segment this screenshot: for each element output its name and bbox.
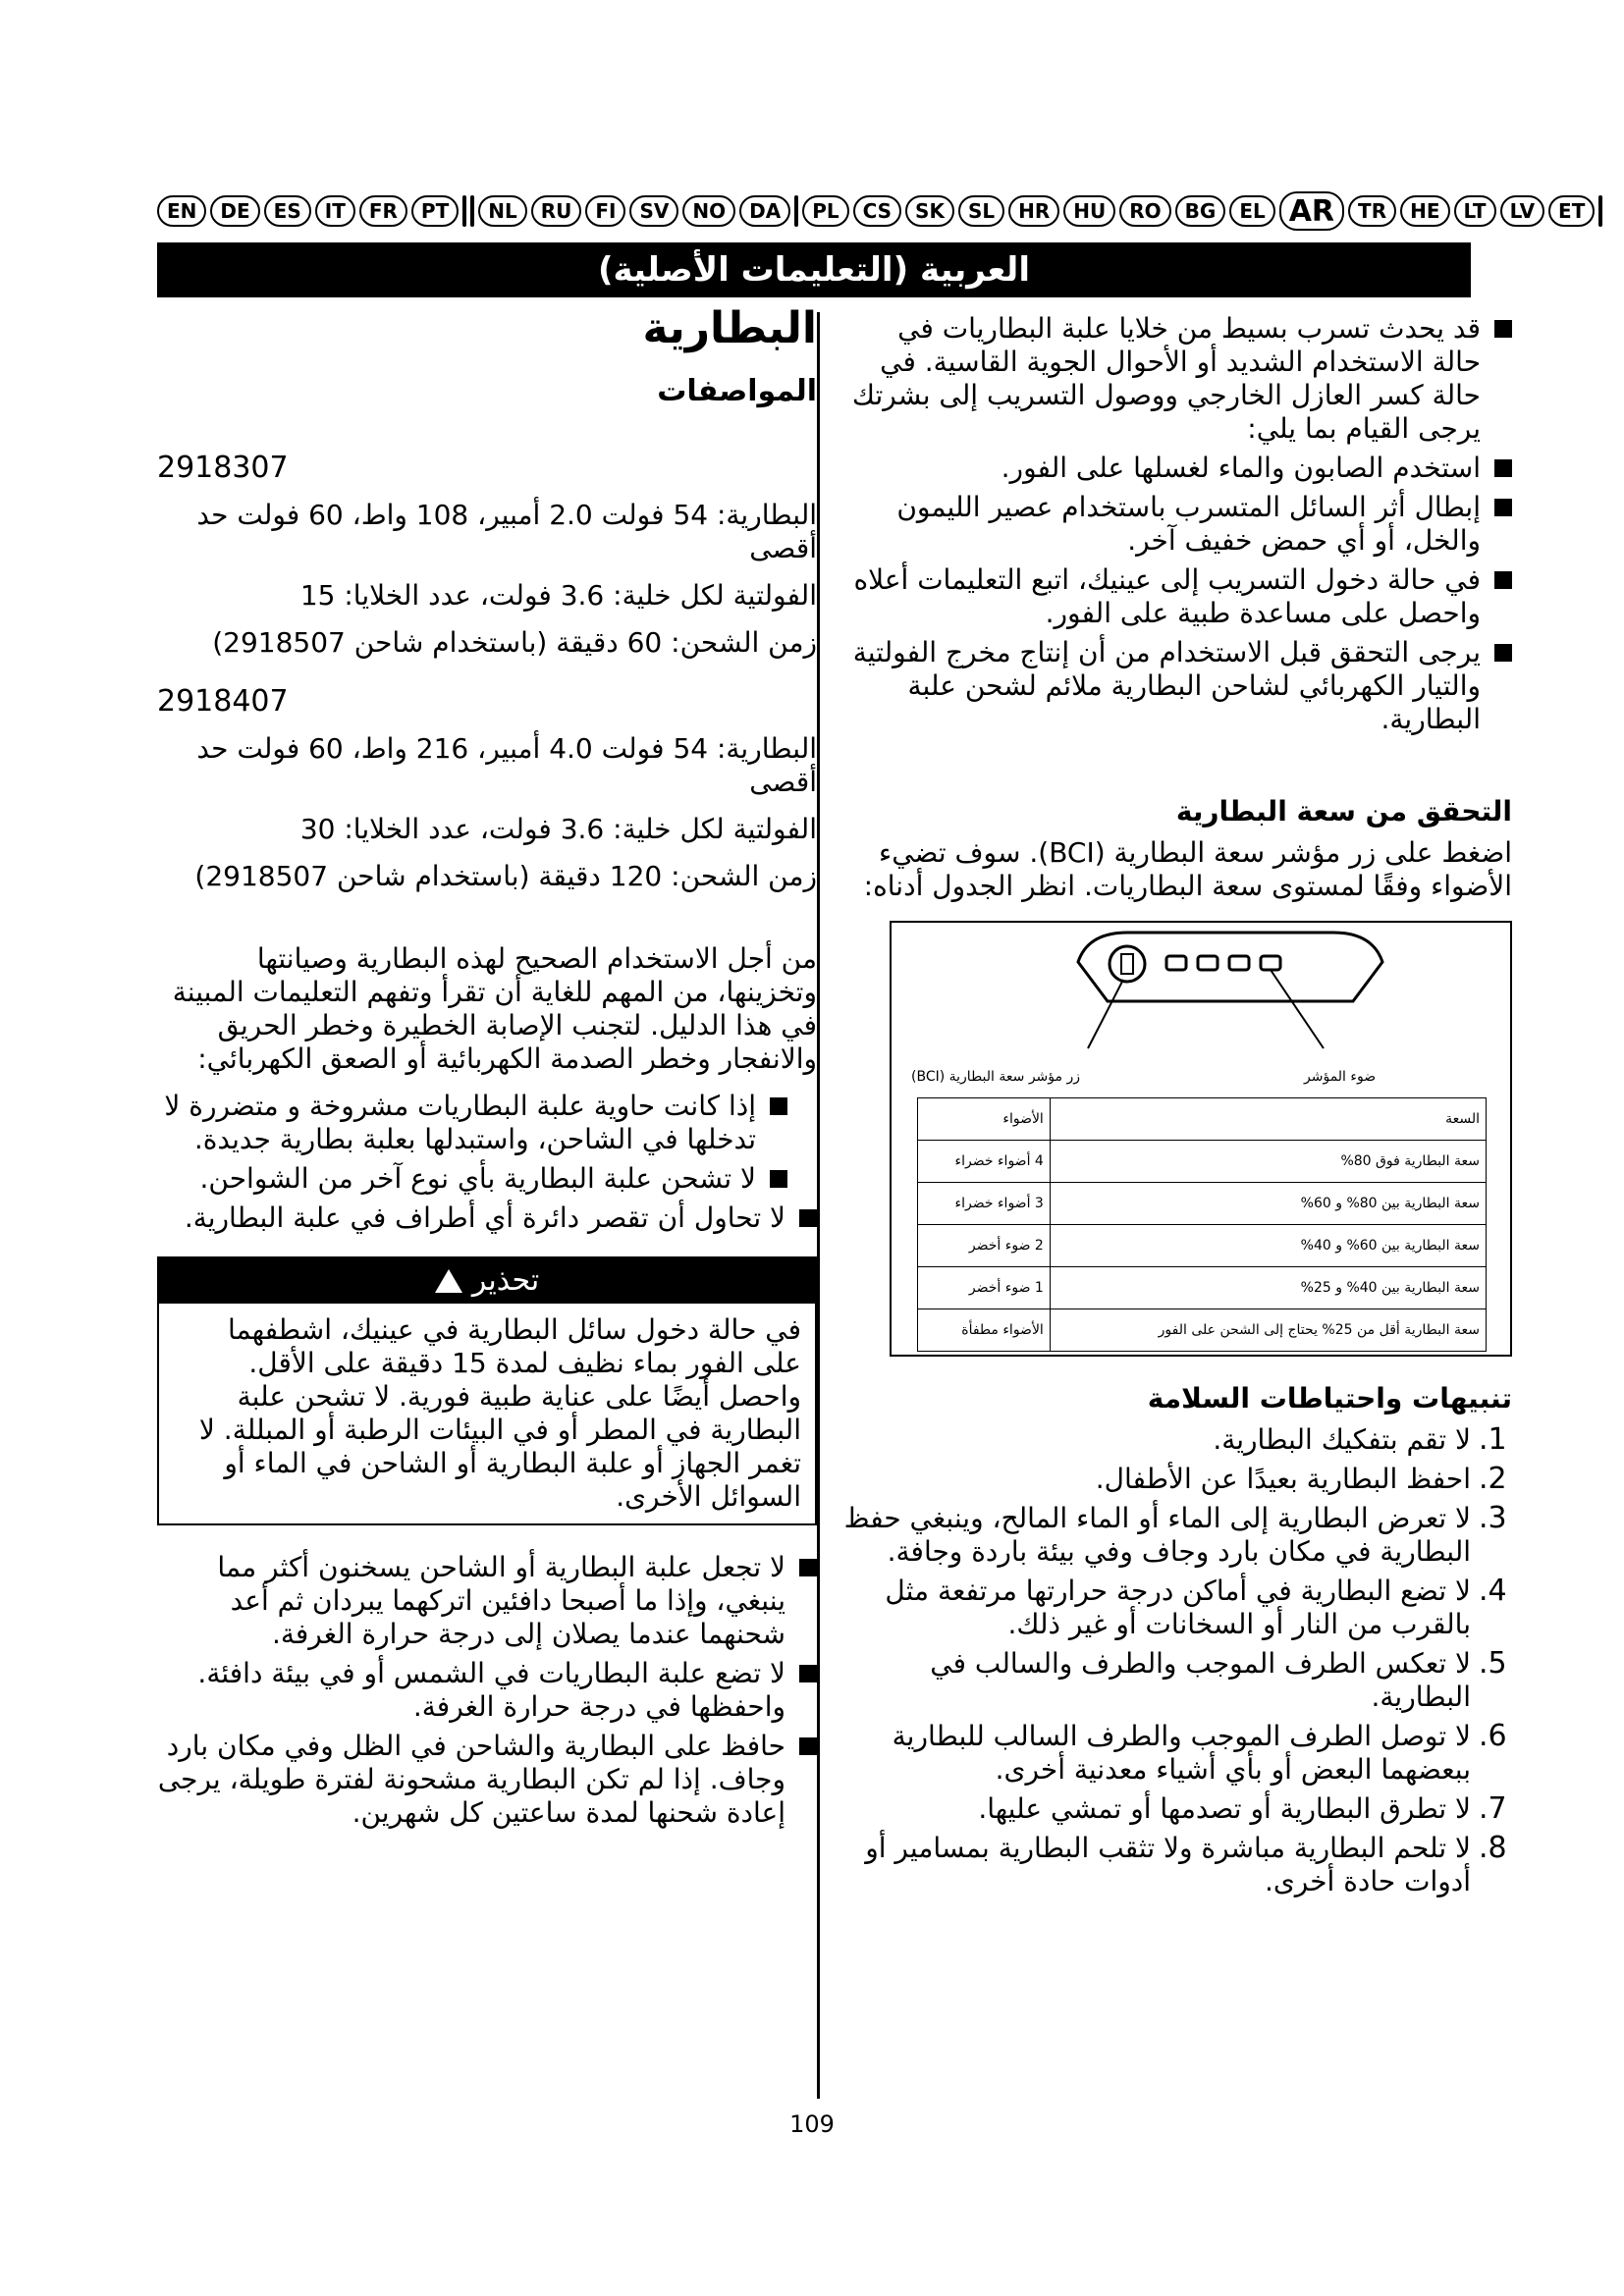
language-et: ET [1548,195,1595,227]
intro-paragraph: من أجل الاستخدام الصحيح لهذه البطارية وصيانتها وتخزينها، من المهم للغاية أن تقرأ وتفهم التعليمات المبينة في هذا الدليل. لتجنب الإصابة الخطيرة وخطر الحريق والانفجار وخطر الصدمة الكهربائية أو الصعق الكهربائي: [172,942,817,1075]
language-tr: TR [1348,195,1396,227]
bullet-icon [1494,320,1512,338]
table-row: سعة البطارية بين 40% و 25% 1 ضوء أخضر [918,1267,1487,1309]
warning-icon [435,1269,462,1293]
bullet-icon [1494,459,1512,477]
table-row: سعة البطارية أقل من 25% يحتاج إلى الشحن على الفور الأضواء مطفأة [918,1309,1487,1352]
warning-box [157,1256,817,1525]
list-item: في حالة دخول التسريب إلى عينيك، اتبع التعليمات أعلاه واحصل على مساعدة طبية على الفور. [842,563,1512,630]
bullet-icon [799,1665,817,1682]
table-header: السعة [1050,1098,1486,1141]
language-fi: FI [585,195,625,227]
language-he: HE [1400,195,1449,227]
bci-diagram [890,921,1512,1357]
list-item: يرجى التحقق قبل الاستخدام من أن إنتاج مخرج الفولتية والتيار الكهربائي لشاحن البطارية ملائم لشحن علبة البطارية. [842,636,1512,736]
language-cs: CS [853,195,901,227]
specs-heading: المواصفات [657,374,817,408]
list-item: إذا كانت حاوية علبة البطاريات مشروخة و متضررة لا تدخلها في الشاحن، واستبدلها بعلبة بطارية جديدة. [157,1090,787,1156]
language-nl: NL [478,195,526,227]
indicator-light-label: ضوء المؤشر [1304,1069,1377,1085]
language-el: EL [1229,195,1274,227]
language-bg: BG [1175,195,1226,227]
right-column [842,312,1512,1904]
bullet-icon [799,1737,817,1755]
list-item: حافظ على البطارية والشاحن في الظل وفي مكان بارد وجاف. إذا لم تكن البطارية مشحونة لفترة طويلة، يرجى إعادة شحنها لمدة ساعتين كل شهرين. [157,1730,817,1830]
bci-text: اضغط على زر مؤشر سعة البطارية (BCI). سوف تضيء الأضواء وفقًا لمستوى سعة البطاريات. انظر الجدول أدناه: [863,836,1512,902]
page-title: البطارية [642,303,817,353]
list-item: .8 لا تلحم البطارية مباشرة ولا تثقب البطارية بمسامير أو أدوات حادة أخرى. [865,1831,1507,1897]
spec-line: زمن الشحن: 120 دقيقة (باستخدام شاحن 2918507) [194,860,817,892]
bullet-icon [1494,644,1512,662]
bullet-icon [799,1559,817,1576]
spec-line: البطارية: 54 فولت 4.0 أمبير، 216 واط، 60 فولت حد أقصى [196,732,817,798]
bci-table [917,1097,1487,1352]
language-sk: SK [905,195,954,227]
table-row: سعة البطارية بين 60% و 40% 2 ضوء أخضر [918,1225,1487,1267]
language-sv: SV [629,195,678,227]
language-hr: HR [1008,195,1059,227]
bullet-icon [770,1097,787,1115]
bullet-icon [799,1209,817,1227]
spec-line: البطارية: 54 فولت 2.0 أمبير، 108 واط، 60 فولت حد أقصى [196,499,817,564]
table-row: سعة البطارية بين 80% و 60% 3 أضواء خضراء [918,1183,1487,1225]
list-item: .5 لا تعكس الطرف الموجب والطرف والسالب في البطارية. [930,1646,1507,1713]
left-column [157,303,817,1836]
safety-heading: تنبيهات واحتياطات السلامة [1147,1382,1512,1415]
list-item: .2 احفظ البطارية بعيدًا عن الأطفال. [1095,1462,1507,1496]
table-row: سعة البطارية فوق 80% 4 أضواء خضراء [918,1141,1487,1183]
list-item: .3 لا تعرض البطارية إلى الماء أو الماء المالح، وينبغي حفظ البطارية في مكان بارد وجاف وفي بيئة باردة وجافة. [843,1501,1507,1568]
bci-button-label: زر مؤشر سعة البطارية (BCI) [911,1069,1080,1085]
column-divider [817,312,820,2099]
language-blank [794,195,798,227]
language-bar [157,191,1586,231]
language-sl: SL [958,195,1004,227]
list-item: .7 لا تطرق البطارية أو تصدمها أو تمشي عليها. [978,1791,1507,1826]
language-lv: LV [1500,195,1544,227]
page-number: 109 [789,2110,835,2138]
list-item: .4 لا تضع البطارية في أماكن درجة حرارتها مرتفعة مثل بالقرب من النار أو السخانات أو غير ذلك. [885,1574,1507,1640]
language-blank [1598,195,1602,227]
list-item: لا تحاول أن تقصر دائرة أي أطراف في علبة البطارية. [157,1201,817,1235]
model-number: 2918407 [157,684,289,719]
language-blank [462,195,466,227]
table-header-row [918,1098,1487,1141]
list-item: لا تضع علبة البطاريات في الشمس أو في بيئة دافئة. واحفظها في درجة حرارة الغرفة. [157,1657,817,1724]
list-item: لا تشحن علبة البطارية بأي نوع آخر من الشواحن. [157,1162,787,1196]
list-item: .6 لا توصل الطرف الموجب والطرف السالب للبطارية ببعضهما البعض أو بأي أشياء معدنية أخرى. [892,1719,1507,1786]
language-fr: FR [359,195,407,227]
list-item: استخدم الصابون والماء لغسلها على الفور. [842,452,1512,485]
warning-header: تحذير [159,1258,815,1304]
language-hu: HU [1063,195,1115,227]
model-number: 2918307 [157,451,289,485]
warning-text: في حالة دخول سائل البطارية في عينيك، اشطفهما على الفور بماء نظيف لمدة 15 دقيقة على الأقل. واحصل أيضًا على عناية طبية فورية. لا تشحن علبة البطارية في المطر أو في البيئات الرطبة أو المبللة. لا تغمر الجهاز أو علبة البطارية أو الشاحن في الماء أو السوائل الأخرى. [198,1313,801,1513]
spec-line: زمن الشحن: 60 دقيقة (باستخدام شاحن 2918507) [212,626,817,659]
section-banner: العربية (التعليمات الأصلية) [157,242,1471,297]
language-pt: PT [411,195,459,227]
spec-line: الفولتية لكل خلية: 3.6 فولت، عدد الخلايا: 15 [299,579,817,612]
language-en: EN [157,195,206,227]
bci-heading: التحقق من سعة البطارية [1175,795,1512,828]
spec-line: الفولتية لكل خلية: 3.6 فولت، عدد الخلايا: 30 [299,813,817,845]
list-item: .1 لا تقم بتفكيك البطارية. [1213,1422,1507,1457]
bullet-icon [1494,571,1512,589]
language-ru: RU [531,195,582,227]
language-de: DE [210,195,259,227]
language-ro: RO [1119,195,1170,227]
language-pl: PL [802,195,848,227]
language-no: NO [682,195,735,227]
language-da: DA [739,195,790,227]
bullet-icon [1494,499,1512,516]
table-header: الأضواء [918,1098,1051,1141]
language-ar: AR [1279,191,1344,231]
language-it: IT [315,195,355,227]
bullet-icon [770,1170,787,1188]
language-es: ES [264,195,311,227]
list-item: إبطال أثر السائل المتسرب باستخدام عصير الليمون والخل، أو أي حمض خفيف آخر. [842,491,1512,558]
list-item: لا تجعل علبة البطارية أو الشاحن يسخنون أكثر مما ينبغي، وإذا ما أصبحا دافئين اتركهما يبردان ثم أعد شحنهما عندما يصلان إلى درجة حرارة الغرفة. [157,1551,817,1651]
language-blank [470,195,474,227]
language-lt: LT [1454,195,1496,227]
list-item: قد يحدث تسرب بسيط من خلايا علبة البطاريات في حالة الاستخدام الشديد أو الأحوال الجوية القاسية. في حالة كسر العازل الخارجي ووصول التسريب إلى بشرتك يرجى القيام بما يلي: [842,312,1512,446]
